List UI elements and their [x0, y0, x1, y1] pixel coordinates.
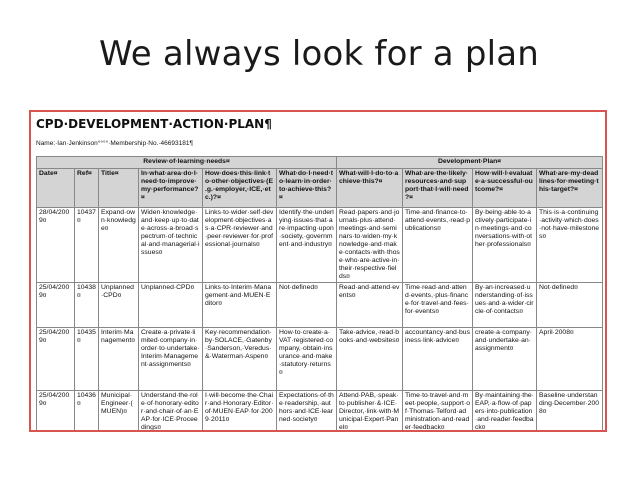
cell-improve-area: Understand·the·role·of·honorary·editor·and·chair·of·an·EAP·for·ICE·Proceedings¤: [139, 391, 203, 433]
col-header-ref: Ref¤: [75, 169, 99, 208]
slide-title: We always look for a plan: [98, 34, 540, 74]
cell-deadlines: Baseline·understanding·December·2008¤: [537, 391, 603, 433]
group-header-plan: Development·Plan¤: [337, 157, 603, 169]
cell-resources: Time·and·finance·to·attend·events,·read·publications¤: [403, 208, 473, 283]
col-header-evaluate: How·will·I·evaluate·a·successful·outcome?¤: [473, 169, 537, 208]
group-header-review: Review·of·learning·needs¤: [37, 157, 337, 169]
cell-what-will-i-do: Read·papers·and·journals·plus·attend·meetings·and·seminars·to·widen·my·knowledge·and·make·contacts·with·those·who·are·active·in·their·respective·fields¤: [337, 208, 403, 283]
cell-title: Municipal·Engineer·(MUEN)¤: [99, 391, 139, 433]
cell-date: 25/04/2009¤: [37, 328, 75, 391]
cell-date: 25/04/2009¤: [37, 391, 75, 433]
cell-need-to-learn: Not·defined¤: [277, 283, 337, 328]
cell-resources: accountancy·and·business·link·advice¤: [403, 328, 473, 391]
col-header-improve-area: In·what·area·do·I·need·to·improve·my·performance?¤: [139, 169, 203, 208]
table-row: [37, 391, 603, 433]
cell-improve-area: Create·a·private·limited·company·in·order·to·undertake·Interim·Management·assignments¤: [139, 328, 203, 391]
cell-deadlines: Not·defined¤: [537, 283, 603, 328]
cell-ref: 10438¤: [75, 283, 99, 328]
cell-what-will-i-do: Take·advice,·read·books·and·websites¤: [337, 328, 403, 391]
col-header-need-to-learn: What·do·I·need·to·learn·in·order·to·achieve·this?¤: [277, 169, 337, 208]
cell-deadlines: April·2008¤: [537, 328, 603, 391]
cell-deadlines: This·is·a·continuing·activity·which·does·not·have·milestones¤: [537, 208, 603, 283]
col-header-title: Title¤: [99, 169, 139, 208]
cell-ref: 10435¤: [75, 328, 99, 391]
col-header-what-will-i-do: What·will·I·do·to·achieve·this?¤: [337, 169, 403, 208]
cell-ref: 10437¤: [75, 208, 99, 283]
col-header-resources: What·are·the·likely·resources·and·support·that·I·will·need?¤: [403, 169, 473, 208]
cell-improve-area: Unplanned·CPD¤: [139, 283, 203, 328]
cell-need-to-learn: How·to·create·a·VAT·registered·company,·obtain·insurance·and·make·statutory·returns¤: [277, 328, 337, 391]
cell-link-objectives: I·will·become·the·Chair·and·Honorary·Editor·of·MUEN·EAP·for·2009·2011¤: [203, 391, 277, 433]
col-header-deadlines: What·are·my·deadlines·for·meeting·this·target?¤: [537, 169, 603, 208]
cell-improve-area: Widen·knowledge·and·keep·up·to·date·across·a·broad·spectrum·of·technical·and·managerial·issues¤: [139, 208, 203, 283]
document-image: [29, 110, 607, 432]
cell-evaluate: By·maintaining·the·EAP,·a·flow·of·papers·into·publication·and·reader·feedback¤: [473, 391, 537, 433]
col-header-date: Date¤: [37, 169, 75, 208]
cell-what-will-i-do: Attend·PAB,·speak·to·publisher·&·ICE·Director,·link·with·Municipal·Expert·Panel¤: [337, 391, 403, 433]
col-header-link-objectives: How·does·this·link·to·other·objectives·(E.g.·employer,·ICE,·etc.)?¤: [203, 169, 277, 208]
cell-ref: 10436¤: [75, 391, 99, 433]
name-membership-line: Name:·Ian·Jenkinson°°°°·Membership·No.·46693181¶: [36, 140, 193, 147]
document-heading: CPD·DEVELOPMENT·ACTION·PLAN¶: [36, 117, 272, 131]
cell-what-will-i-do: Read·and·attend·events¤: [337, 283, 403, 328]
cell-evaluate: create·a·company·and·undertake·an·assignment¤: [473, 328, 537, 391]
cell-resources: Time·read·and·attend·events,·plus·finance·for·travel·and·fees·for·events¤: [403, 283, 473, 328]
cell-date: 25/04/2009¤: [37, 283, 75, 328]
cell-title: Interim·Management¤: [99, 328, 139, 391]
cell-link-objectives: Key·recommendation·by·SOLACE,·Gatenby·Sanderson,·Veredus·&·Waterman·Aspen¤: [203, 328, 277, 391]
cell-link-objectives: Links·to·wider·self·development·objectives·as·a·CPR·reviewer·and·peer·reviewer·for·professional·journals¤: [203, 208, 277, 283]
table-row: [37, 328, 603, 391]
cell-resources: Time·to·travel·and·meet·people,·support·of·Thomas·Telford·administration·and·reader·feedback¤: [403, 391, 473, 433]
table-row: [37, 208, 603, 283]
cell-title: Unplanned·CPD¤: [99, 283, 139, 328]
cell-title: Expand·own·knowledge¤: [99, 208, 139, 283]
cell-need-to-learn: Identify·the·underlying·issues·that·are·impacting·upon·society,·government·and·industry¤: [277, 208, 337, 283]
table-row: [37, 283, 603, 328]
cpd-plan-table: [36, 156, 603, 432]
cell-evaluate: By·being·able·to·actively·participate·in·meetings·and·conversations·with·other·professionals¤: [473, 208, 537, 283]
cell-need-to-learn: Expectations·of·the·readership,·authors·and·ICE·learned·society¤: [277, 391, 337, 433]
cell-date: 28/04/2009¤: [37, 208, 75, 283]
cell-evaluate: By·an·increased·understanding·of·issues·and·a·wider·circle·of·contacts¤: [473, 283, 537, 328]
cell-link-objectives: Links·to·Interim·Management·and·MUEN·Editor¤: [203, 283, 277, 328]
